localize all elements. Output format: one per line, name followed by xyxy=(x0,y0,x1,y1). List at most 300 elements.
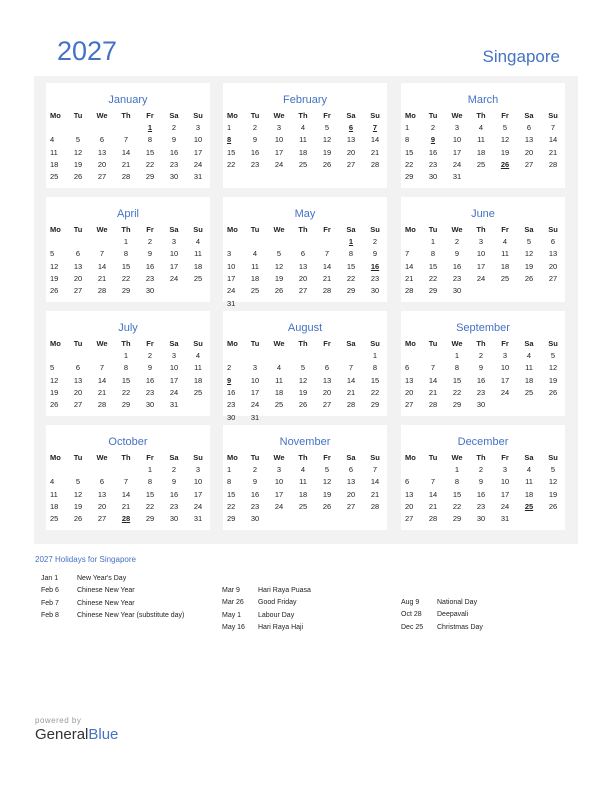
day-cell[interactable]: 11 xyxy=(194,363,202,373)
day-cell[interactable]: 15 xyxy=(145,489,155,499)
day-cell[interactable]: 6 xyxy=(348,465,354,474)
day-cell[interactable]: 28 xyxy=(97,286,107,296)
day-cell[interactable]: 23 xyxy=(227,400,236,410)
day-cell[interactable]: 8 xyxy=(227,477,232,487)
day-cell[interactable]: 8 xyxy=(430,249,436,259)
day-cell[interactable]: 30 xyxy=(145,286,155,296)
day-cell[interactable]: 22 xyxy=(227,159,236,169)
day-cell[interactable]: 13 xyxy=(322,375,332,385)
day-cell[interactable]: 9 xyxy=(171,135,177,145)
day-cell[interactable]: 13 xyxy=(97,147,107,157)
day-cell[interactable]: 18 xyxy=(524,489,534,499)
day-cell[interactable]: 23 xyxy=(250,501,260,511)
day-cell[interactable]: 14 xyxy=(428,489,438,499)
day-cell[interactable]: 30 xyxy=(227,412,236,422)
day-cell[interactable]: 17 xyxy=(274,489,284,499)
day-cell[interactable]: 11 xyxy=(501,249,509,259)
day-cell[interactable]: 19 xyxy=(50,273,59,283)
day-cell[interactable]: 20 xyxy=(346,489,356,499)
day-cell[interactable]: 19 xyxy=(548,489,558,499)
day-cell[interactable]: 12 xyxy=(50,375,59,385)
day-cell[interactable]: 17 xyxy=(169,375,179,385)
day-cell[interactable]: 7 xyxy=(372,465,378,474)
day-cell[interactable]: 3 xyxy=(252,363,258,373)
day-cell[interactable]: 13 xyxy=(524,135,534,145)
day-cell[interactable]: 28 xyxy=(370,159,380,169)
day-cell[interactable]: 31 xyxy=(169,400,179,410)
day-cell[interactable]: 2 xyxy=(147,351,153,360)
day-cell[interactable]: 5 xyxy=(324,465,330,474)
day-cell[interactable]: 3 xyxy=(195,123,201,132)
day-cell[interactable]: 9 xyxy=(252,135,258,145)
day-cell[interactable]: 27 xyxy=(322,400,332,410)
day-cell[interactable]: 21 xyxy=(370,489,380,499)
day-cell[interactable]: 21 xyxy=(370,147,380,157)
day-cell[interactable]: 10 xyxy=(193,135,203,145)
day-cell[interactable]: 12 xyxy=(73,147,83,157)
day-cell[interactable]: 25 xyxy=(298,159,308,169)
day-cell[interactable]: 21 xyxy=(97,387,107,397)
day-cell[interactable]: 22 xyxy=(227,501,236,511)
day-cell[interactable]: 8 xyxy=(147,135,153,145)
day-cell[interactable]: 19 xyxy=(298,387,308,397)
day-cell[interactable]: 9 xyxy=(252,477,258,487)
day-cell[interactable]: 6 xyxy=(99,477,105,487)
day-cell[interactable]: 28 xyxy=(121,172,131,182)
day-cell[interactable]: 30 xyxy=(250,514,260,524)
day-cell[interactable]: 10 xyxy=(274,477,284,487)
day-cell[interactable]: 11 xyxy=(50,147,58,157)
day-cell[interactable]: 6 xyxy=(405,363,410,373)
holiday-day-cell[interactable]: 7 xyxy=(372,123,378,132)
day-cell[interactable]: 2 xyxy=(252,123,258,132)
day-cell[interactable]: 20 xyxy=(322,387,332,397)
day-cell[interactable]: 3 xyxy=(195,465,201,474)
day-cell[interactable]: 2 xyxy=(171,123,177,132)
day-cell[interactable]: 19 xyxy=(274,273,284,283)
day-cell[interactable]: 18 xyxy=(524,375,534,385)
day-cell[interactable]: 10 xyxy=(227,261,236,271)
day-cell[interactable]: 15 xyxy=(346,261,356,271)
day-cell[interactable]: 28 xyxy=(346,400,356,410)
day-cell[interactable]: 28 xyxy=(97,400,107,410)
day-cell[interactable]: 16 xyxy=(452,261,462,271)
day-cell[interactable]: 17 xyxy=(193,147,203,157)
day-cell[interactable]: 27 xyxy=(346,501,356,511)
day-cell[interactable]: 26 xyxy=(50,400,59,410)
day-cell[interactable]: 7 xyxy=(405,249,410,259)
day-cell[interactable]: 1 xyxy=(405,123,410,132)
day-cell[interactable]: 4 xyxy=(50,135,55,145)
day-cell[interactable]: 31 xyxy=(500,514,510,524)
day-cell[interactable]: 29 xyxy=(452,400,462,410)
day-cell[interactable]: 8 xyxy=(147,477,153,487)
day-cell[interactable]: 3 xyxy=(171,237,177,246)
day-cell[interactable]: 5 xyxy=(276,249,282,259)
day-cell[interactable]: 13 xyxy=(548,249,558,259)
day-cell[interactable]: 10 xyxy=(250,375,260,385)
day-cell[interactable]: 22 xyxy=(370,387,380,397)
day-cell[interactable]: 16 xyxy=(428,147,438,157)
holiday-day-cell[interactable]: 9 xyxy=(430,135,436,145)
day-cell[interactable]: 16 xyxy=(250,147,260,157)
day-cell[interactable]: 16 xyxy=(227,387,236,397)
day-cell[interactable]: 4 xyxy=(478,123,484,132)
day-cell[interactable]: 17 xyxy=(227,273,236,283)
day-cell[interactable]: 15 xyxy=(145,147,155,157)
day-cell[interactable]: 5 xyxy=(324,123,330,132)
day-cell[interactable]: 29 xyxy=(452,514,462,524)
day-cell[interactable]: 21 xyxy=(428,387,438,397)
day-cell[interactable]: 7 xyxy=(430,363,436,373)
day-cell[interactable]: 23 xyxy=(169,159,179,169)
holiday-day-cell[interactable]: 25 xyxy=(524,501,534,511)
day-cell[interactable]: 6 xyxy=(324,363,330,373)
day-cell[interactable]: 24 xyxy=(193,501,203,511)
day-cell[interactable]: 24 xyxy=(193,159,203,169)
day-cell[interactable]: 18 xyxy=(250,273,260,283)
day-cell[interactable]: 19 xyxy=(500,147,510,157)
day-cell[interactable]: 23 xyxy=(476,387,486,397)
day-cell[interactable]: 4 xyxy=(195,237,201,246)
day-cell[interactable]: 5 xyxy=(50,249,55,259)
day-cell[interactable]: 30 xyxy=(169,514,179,524)
day-cell[interactable]: 24 xyxy=(500,501,510,511)
day-cell[interactable]: 17 xyxy=(169,261,179,271)
day-cell[interactable]: 15 xyxy=(121,375,131,385)
day-cell[interactable]: 10 xyxy=(169,363,179,373)
day-cell[interactable]: 30 xyxy=(452,286,462,296)
day-cell[interactable]: 14 xyxy=(121,489,131,499)
day-cell[interactable]: 17 xyxy=(193,489,203,499)
day-cell[interactable]: 7 xyxy=(123,477,129,487)
day-cell[interactable]: 19 xyxy=(524,261,534,271)
day-cell[interactable]: 20 xyxy=(405,501,414,511)
day-cell[interactable]: 28 xyxy=(548,159,558,169)
day-cell[interactable]: 28 xyxy=(370,501,380,511)
day-cell[interactable]: 19 xyxy=(322,147,332,157)
day-cell[interactable]: 15 xyxy=(227,489,236,499)
day-cell[interactable]: 20 xyxy=(524,147,534,157)
day-cell[interactable]: 11 xyxy=(50,489,58,499)
day-cell[interactable]: 31 xyxy=(452,172,462,182)
day-cell[interactable]: 25 xyxy=(500,273,510,283)
day-cell[interactable]: 29 xyxy=(121,286,131,296)
day-cell[interactable]: 20 xyxy=(346,147,356,157)
day-cell[interactable]: 10 xyxy=(193,477,203,487)
day-cell[interactable]: 27 xyxy=(73,286,83,296)
day-cell[interactable]: 8 xyxy=(405,135,410,145)
day-cell[interactable]: 21 xyxy=(121,501,131,511)
day-cell[interactable]: 20 xyxy=(97,501,107,511)
day-cell[interactable]: 18 xyxy=(50,159,59,169)
day-cell[interactable]: 30 xyxy=(370,286,380,296)
day-cell[interactable]: 19 xyxy=(322,489,332,499)
day-cell[interactable]: 21 xyxy=(346,387,356,397)
day-cell[interactable]: 17 xyxy=(500,375,510,385)
day-cell[interactable]: 13 xyxy=(405,489,414,499)
day-cell[interactable]: 6 xyxy=(75,249,81,259)
day-cell[interactable]: 25 xyxy=(274,400,284,410)
day-cell[interactable]: 11 xyxy=(525,477,533,487)
day-cell[interactable]: 11 xyxy=(275,375,283,385)
day-cell[interactable]: 8 xyxy=(454,477,460,487)
day-cell[interactable]: 3 xyxy=(454,123,460,132)
day-cell[interactable]: 29 xyxy=(346,286,356,296)
day-cell[interactable]: 17 xyxy=(274,147,284,157)
day-cell[interactable]: 15 xyxy=(370,375,380,385)
holiday-day-cell[interactable]: 16 xyxy=(370,261,380,271)
day-cell[interactable]: 11 xyxy=(299,477,307,487)
day-cell[interactable]: 1 xyxy=(227,123,232,132)
day-cell[interactable]: 19 xyxy=(73,501,83,511)
day-cell[interactable]: 15 xyxy=(452,489,462,499)
day-cell[interactable]: 14 xyxy=(428,375,438,385)
day-cell[interactable]: 24 xyxy=(169,387,179,397)
day-cell[interactable]: 4 xyxy=(195,351,201,360)
day-cell[interactable]: 14 xyxy=(121,147,131,157)
day-cell[interactable]: 22 xyxy=(145,159,155,169)
day-cell[interactable]: 29 xyxy=(145,172,155,182)
day-cell[interactable]: 24 xyxy=(169,273,179,283)
day-cell[interactable]: 26 xyxy=(322,501,332,511)
day-cell[interactable]: 24 xyxy=(274,159,284,169)
day-cell[interactable]: 9 xyxy=(454,249,460,259)
day-cell[interactable]: 8 xyxy=(372,363,378,373)
day-cell[interactable]: 18 xyxy=(476,147,486,157)
day-cell[interactable]: 13 xyxy=(73,261,83,271)
day-cell[interactable]: 7 xyxy=(99,249,105,259)
day-cell[interactable]: 18 xyxy=(193,375,203,385)
day-cell[interactable]: 23 xyxy=(250,159,260,169)
day-cell[interactable]: 19 xyxy=(548,375,558,385)
day-cell[interactable]: 16 xyxy=(145,261,155,271)
day-cell[interactable]: 30 xyxy=(476,400,486,410)
day-cell[interactable]: 20 xyxy=(73,387,83,397)
holiday-day-cell[interactable]: 1 xyxy=(348,237,354,246)
day-cell[interactable]: 13 xyxy=(346,477,356,487)
day-cell[interactable]: 20 xyxy=(548,261,558,271)
day-cell[interactable]: 26 xyxy=(524,273,534,283)
day-cell[interactable]: 3 xyxy=(276,123,282,132)
day-cell[interactable]: 16 xyxy=(476,489,486,499)
day-cell[interactable]: 22 xyxy=(452,501,462,511)
day-cell[interactable]: 19 xyxy=(73,159,83,169)
day-cell[interactable]: 11 xyxy=(525,363,533,373)
day-cell[interactable]: 5 xyxy=(300,363,306,373)
day-cell[interactable]: 2 xyxy=(227,363,232,373)
day-cell[interactable]: 25 xyxy=(193,273,203,283)
day-cell[interactable]: 9 xyxy=(372,249,378,259)
day-cell[interactable]: 24 xyxy=(500,387,510,397)
day-cell[interactable]: 15 xyxy=(405,147,414,157)
day-cell[interactable]: 17 xyxy=(452,147,462,157)
day-cell[interactable]: 24 xyxy=(250,400,260,410)
day-cell[interactable]: 11 xyxy=(194,249,202,259)
day-cell[interactable]: 4 xyxy=(526,465,532,474)
day-cell[interactable]: 4 xyxy=(50,477,55,487)
day-cell[interactable]: 27 xyxy=(73,400,83,410)
day-cell[interactable]: 12 xyxy=(548,363,558,373)
day-cell[interactable]: 24 xyxy=(274,501,284,511)
day-cell[interactable]: 20 xyxy=(405,387,414,397)
day-cell[interactable]: 7 xyxy=(324,249,330,259)
day-cell[interactable]: 31 xyxy=(227,298,236,308)
day-cell[interactable]: 2 xyxy=(372,237,378,246)
holiday-day-cell[interactable]: 28 xyxy=(121,514,131,524)
day-cell[interactable]: 24 xyxy=(476,273,486,283)
day-cell[interactable]: 25 xyxy=(298,501,308,511)
day-cell[interactable]: 4 xyxy=(300,465,306,474)
day-cell[interactable]: 28 xyxy=(428,400,438,410)
day-cell[interactable]: 6 xyxy=(550,237,556,246)
generalblue-logo[interactable] xyxy=(35,727,118,742)
day-cell[interactable]: 3 xyxy=(502,465,508,474)
day-cell[interactable]: 16 xyxy=(476,375,486,385)
day-cell[interactable]: 13 xyxy=(298,261,308,271)
day-cell[interactable]: 14 xyxy=(370,135,380,145)
day-cell[interactable]: 14 xyxy=(322,261,332,271)
day-cell[interactable]: 4 xyxy=(526,351,532,360)
day-cell[interactable]: 25 xyxy=(524,387,534,397)
day-cell[interactable]: 1 xyxy=(227,465,232,474)
day-cell[interactable]: 26 xyxy=(50,286,59,296)
day-cell[interactable]: 14 xyxy=(405,261,414,271)
day-cell[interactable]: 11 xyxy=(299,135,307,145)
day-cell[interactable]: 15 xyxy=(452,375,462,385)
day-cell[interactable]: 21 xyxy=(121,159,131,169)
day-cell[interactable]: 23 xyxy=(145,273,155,283)
day-cell[interactable]: 5 xyxy=(502,123,508,132)
day-cell[interactable]: 2 xyxy=(147,237,153,246)
day-cell[interactable]: 5 xyxy=(550,351,556,360)
day-cell[interactable]: 13 xyxy=(73,375,83,385)
day-cell[interactable]: 22 xyxy=(452,387,462,397)
day-cell[interactable]: 12 xyxy=(524,249,534,259)
day-cell[interactable]: 19 xyxy=(50,387,59,397)
day-cell[interactable]: 26 xyxy=(322,159,332,169)
day-cell[interactable]: 21 xyxy=(97,273,107,283)
day-cell[interactable]: 1 xyxy=(430,237,436,246)
day-cell[interactable]: 18 xyxy=(193,261,203,271)
day-cell[interactable]: 16 xyxy=(250,489,260,499)
day-cell[interactable]: 18 xyxy=(298,147,308,157)
day-cell[interactable]: 5 xyxy=(526,237,532,246)
day-cell[interactable]: 25 xyxy=(193,387,203,397)
day-cell[interactable]: 23 xyxy=(145,387,155,397)
day-cell[interactable]: 12 xyxy=(274,261,284,271)
day-cell[interactable]: 27 xyxy=(405,400,414,410)
day-cell[interactable]: 22 xyxy=(405,159,414,169)
day-cell[interactable]: 14 xyxy=(548,135,558,145)
day-cell[interactable]: 6 xyxy=(526,123,532,132)
holiday-day-cell[interactable]: 6 xyxy=(348,123,354,132)
day-cell[interactable]: 26 xyxy=(548,387,558,397)
day-cell[interactable]: 7 xyxy=(348,363,354,373)
day-cell[interactable]: 18 xyxy=(50,501,59,511)
day-cell[interactable]: 22 xyxy=(346,273,356,283)
day-cell[interactable]: 18 xyxy=(298,489,308,499)
day-cell[interactable]: 15 xyxy=(121,261,131,271)
day-cell[interactable]: 7 xyxy=(550,123,556,132)
day-cell[interactable]: 11 xyxy=(477,135,485,145)
day-cell[interactable]: 7 xyxy=(99,363,105,373)
day-cell[interactable]: 5 xyxy=(50,363,55,373)
day-cell[interactable]: 13 xyxy=(97,489,107,499)
day-cell[interactable]: 30 xyxy=(145,400,155,410)
day-cell[interactable]: 14 xyxy=(97,375,107,385)
day-cell[interactable]: 9 xyxy=(171,477,177,487)
day-cell[interactable]: 1 xyxy=(123,351,129,360)
day-cell[interactable]: 26 xyxy=(73,514,83,524)
day-cell[interactable]: 27 xyxy=(97,514,107,524)
day-cell[interactable]: 27 xyxy=(524,159,534,169)
day-cell[interactable]: 8 xyxy=(348,249,354,259)
day-cell[interactable]: 8 xyxy=(123,363,129,373)
day-cell[interactable]: 12 xyxy=(50,261,59,271)
day-cell[interactable]: 26 xyxy=(548,501,558,511)
day-cell[interactable]: 7 xyxy=(123,135,129,145)
day-cell[interactable]: 1 xyxy=(123,237,129,246)
day-cell[interactable]: 22 xyxy=(121,387,131,397)
day-cell[interactable]: 1 xyxy=(372,351,378,360)
day-cell[interactable]: 8 xyxy=(123,249,129,259)
day-cell[interactable]: 7 xyxy=(430,477,436,487)
day-cell[interactable]: 14 xyxy=(97,261,107,271)
day-cell[interactable]: 4 xyxy=(300,123,306,132)
day-cell[interactable]: 25 xyxy=(50,514,59,524)
day-cell[interactable]: 10 xyxy=(274,135,284,145)
holiday-day-cell[interactable]: 26 xyxy=(500,159,510,169)
day-cell[interactable]: 28 xyxy=(405,286,414,296)
day-cell[interactable]: 26 xyxy=(73,172,83,182)
day-cell[interactable]: 29 xyxy=(145,514,155,524)
day-cell[interactable]: 9 xyxy=(478,477,484,487)
day-cell[interactable]: 25 xyxy=(50,172,59,182)
day-cell[interactable]: 20 xyxy=(73,273,83,283)
day-cell[interactable]: 10 xyxy=(476,249,486,259)
day-cell[interactable]: 21 xyxy=(405,273,414,283)
day-cell[interactable]: 20 xyxy=(97,159,107,169)
day-cell[interactable]: 4 xyxy=(276,363,282,373)
day-cell[interactable]: 1 xyxy=(454,351,460,360)
day-cell[interactable]: 5 xyxy=(75,477,81,487)
day-cell[interactable]: 18 xyxy=(274,387,284,397)
day-cell[interactable]: 27 xyxy=(548,273,558,283)
day-cell[interactable]: 2 xyxy=(478,465,484,474)
day-cell[interactable]: 10 xyxy=(500,363,510,373)
day-cell[interactable]: 4 xyxy=(502,237,508,246)
day-cell[interactable]: 28 xyxy=(322,286,332,296)
day-cell[interactable]: 10 xyxy=(169,249,179,259)
day-cell[interactable]: 20 xyxy=(298,273,308,283)
day-cell[interactable]: 3 xyxy=(227,249,232,259)
day-cell[interactable]: 25 xyxy=(250,286,260,296)
day-cell[interactable]: 22 xyxy=(145,501,155,511)
day-cell[interactable]: 31 xyxy=(193,172,203,182)
day-cell[interactable]: 17 xyxy=(500,489,510,499)
day-cell[interactable]: 11 xyxy=(251,261,259,271)
day-cell[interactable]: 13 xyxy=(346,135,356,145)
day-cell[interactable]: 18 xyxy=(500,261,510,271)
day-cell[interactable]: 3 xyxy=(276,465,282,474)
day-cell[interactable]: 16 xyxy=(145,375,155,385)
day-cell[interactable]: 6 xyxy=(300,249,306,259)
day-cell[interactable]: 4 xyxy=(252,249,258,259)
day-cell[interactable]: 28 xyxy=(428,514,438,524)
day-cell[interactable]: 26 xyxy=(298,400,308,410)
day-cell[interactable]: 12 xyxy=(322,477,332,487)
